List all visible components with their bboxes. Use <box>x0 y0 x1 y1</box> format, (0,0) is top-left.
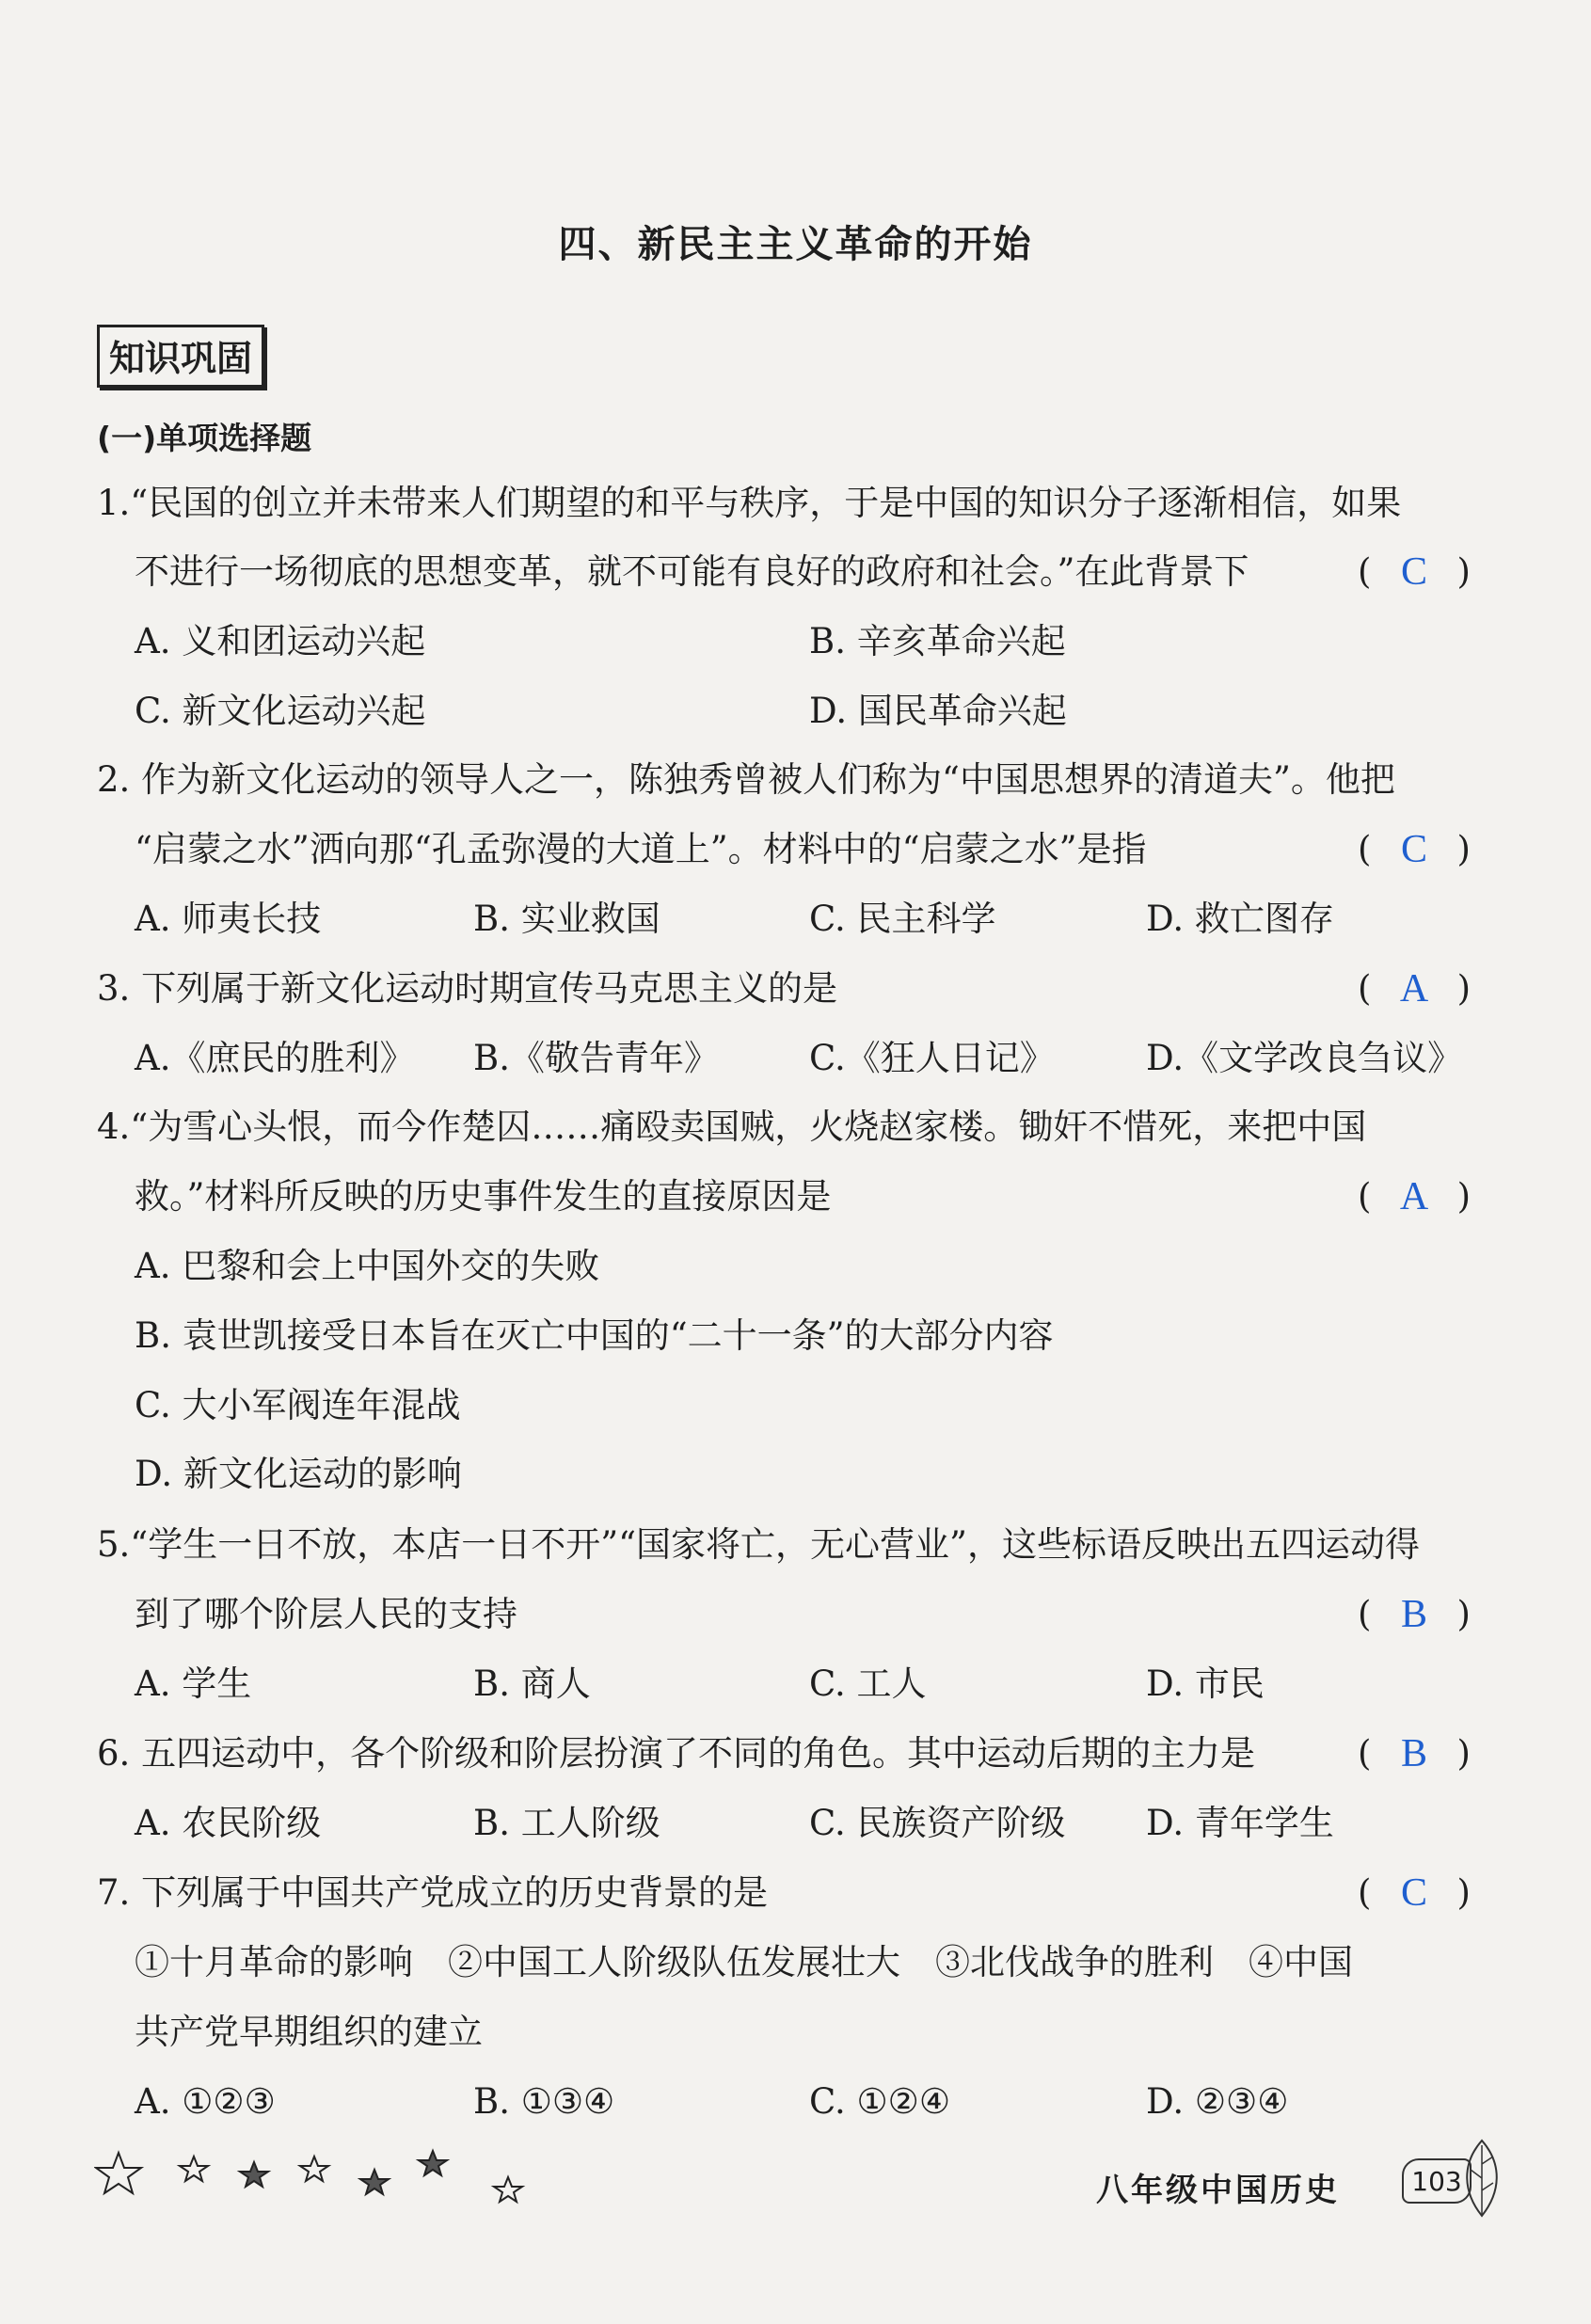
page-number: 103 <box>1402 2158 1472 2204</box>
q7-stem-line-1: 7. 下列属于中国共产党成立的历史背景的是 <box>97 1872 769 1913</box>
q4-option-c: C. 大小军阀连年混战 <box>135 1385 461 1425</box>
paren-open: ( <box>1358 1872 1372 1913</box>
decorative-stars <box>94 2145 546 2211</box>
q6-answer-letter: B <box>1400 1732 1427 1775</box>
star-icon <box>360 2170 389 2194</box>
q1-option-d: D. 国民革命兴起 <box>809 691 1067 731</box>
q6-option-b: B. 工人阶级 <box>473 1803 660 1843</box>
q5-option-a: A. 学生 <box>135 1663 252 1704</box>
paren-open: ( <box>1358 1594 1372 1634</box>
q3-answer-letter: A <box>1399 967 1429 1011</box>
q2-stem-line-1: 2. 作为新文化运动的领导人之一，陈独秀曾被人们称为“中国思想界的清道夫”。他把 <box>97 759 1395 800</box>
star-icon <box>300 2157 328 2181</box>
q7-answer <box>1358 1872 1471 1914</box>
q7-answer-letter: C <box>1400 1871 1427 1915</box>
q5-option-c: C. 工人 <box>809 1663 927 1704</box>
star-icon <box>494 2177 522 2202</box>
q5-stem-line-1: 5.“学生一日不放，本店一日不开”“国家将亡，无心营业”，这些标语反映出五四运动得 <box>97 1524 1420 1565</box>
q1-option-a: A. 义和团运动兴起 <box>135 621 426 661</box>
paren-close: ) <box>1456 1594 1471 1634</box>
subheading: (一)单项选择题 <box>97 420 312 456</box>
paren-close: ) <box>1456 968 1471 1009</box>
star-icon <box>96 2153 141 2193</box>
paren-open: ( <box>1358 551 1372 592</box>
q3-option-a: A.《庶民的胜利》 <box>135 1038 415 1078</box>
paren-open: ( <box>1358 829 1372 869</box>
q6-answer <box>1358 1733 1471 1775</box>
q2-option-d: D. 救亡图存 <box>1146 899 1334 939</box>
q2-answer-letter: C <box>1400 828 1427 871</box>
paren-close: ) <box>1456 829 1471 869</box>
q5-answer <box>1358 1594 1471 1635</box>
q5-stem-line-2: 到了哪个阶层人民的支持 <box>135 1594 517 1634</box>
q7-stem-line-3: 共产党早期组织的建立 <box>135 2012 483 2052</box>
q1-option-c: C. 新文化运动兴起 <box>135 691 426 731</box>
paren-open: ( <box>1358 1733 1372 1774</box>
q3-option-d: D.《文学改良刍议》 <box>1146 1038 1463 1078</box>
paren-close: ) <box>1456 551 1471 592</box>
q3-option-b: B.《敬告青年》 <box>473 1038 719 1078</box>
q5-option-d: D. 市民 <box>1146 1663 1265 1704</box>
paren-close: ) <box>1456 1733 1471 1774</box>
q1-stem-line-1: 1.“民国的创立并未带来人们期望的和平与秩序，于是中国的知识分子逐渐相信，如果 <box>97 483 1402 523</box>
q7-option-b: B. ①③④ <box>473 2081 615 2122</box>
star-icon <box>419 2151 447 2175</box>
q6-option-a: A. 农民阶级 <box>135 1803 322 1843</box>
book-title: 八年级中国历史 <box>1096 2172 1340 2209</box>
q4-stem-line-2: 救。”材料所反映的历史事件发生的直接原因是 <box>135 1176 832 1217</box>
q1-stem-line-2: 不进行一场彻底的思想变革，就不可能有良好的政府和社会。”在此背景下 <box>135 551 1249 592</box>
q2-option-b: B. 实业救国 <box>473 899 660 939</box>
star-icon <box>180 2157 208 2181</box>
q4-answer-letter: A <box>1399 1175 1429 1218</box>
q7-stem-line-2: ①十月革命的影响 ②中国工人阶级队伍发展壮大 ③北伐战争的胜利 ④中国 <box>135 1942 1353 1982</box>
q4-option-b: B. 袁世凯接受日本旨在灭亡中国的“二十一条”的大部分内容 <box>135 1315 1054 1356</box>
q6-option-d: D. 青年学生 <box>1146 1803 1334 1843</box>
leaf-icon <box>1454 2136 1510 2221</box>
q4-option-a: A. 巴黎和会上中国外交的失败 <box>135 1246 600 1286</box>
q7-option-c: C. ①②④ <box>809 2081 951 2122</box>
q6-stem-line-1: 6. 五四运动中，各个阶级和阶层扮演了不同的角色。其中运动后期的主力是 <box>97 1733 1256 1774</box>
q5-answer-letter: B <box>1400 1593 1427 1636</box>
q1-option-b: B. 辛亥革命兴起 <box>809 621 1066 661</box>
q4-stem-line-1: 4.“为雪心头恨，而今作楚囚……痛殴卖国贼，火烧赵家楼。锄奸不惜死，来把中国 <box>97 1106 1367 1147</box>
paren-open: ( <box>1358 968 1372 1009</box>
q4-answer <box>1358 1176 1471 1218</box>
q6-option-c: C. 民族资产阶级 <box>809 1803 1066 1843</box>
paren-close: ) <box>1456 1872 1471 1913</box>
section-label: 知识巩固 <box>97 325 264 388</box>
q1-answer <box>1358 551 1471 593</box>
q2-stem-line-2: “启蒙之水”洒向那“孔孟弥漫的大道上”。材料中的“启蒙之水”是指 <box>135 829 1147 869</box>
q2-option-c: C. 民主科学 <box>809 899 996 939</box>
q4-option-d: D. 新文化运动的影响 <box>135 1454 462 1494</box>
q1-answer-letter: C <box>1400 550 1427 594</box>
paren-close: ) <box>1456 1176 1471 1217</box>
q3-answer <box>1358 968 1471 1010</box>
q2-option-a: A. 师夷长技 <box>135 899 322 939</box>
q5-option-b: B. 商人 <box>473 1663 591 1704</box>
q3-option-c: C.《狂人日记》 <box>809 1038 1055 1078</box>
q7-option-d: D. ②③④ <box>1146 2081 1289 2122</box>
q2-answer <box>1358 829 1471 870</box>
page-title: 四、新民主主义革命的开始 <box>558 223 1033 266</box>
q3-stem-line-1: 3. 下列属于新文化运动时期宣传马克思主义的是 <box>97 968 838 1009</box>
q7-option-a: A. ①②③ <box>135 2081 276 2122</box>
star-icon <box>240 2162 268 2187</box>
paren-open: ( <box>1358 1176 1372 1217</box>
